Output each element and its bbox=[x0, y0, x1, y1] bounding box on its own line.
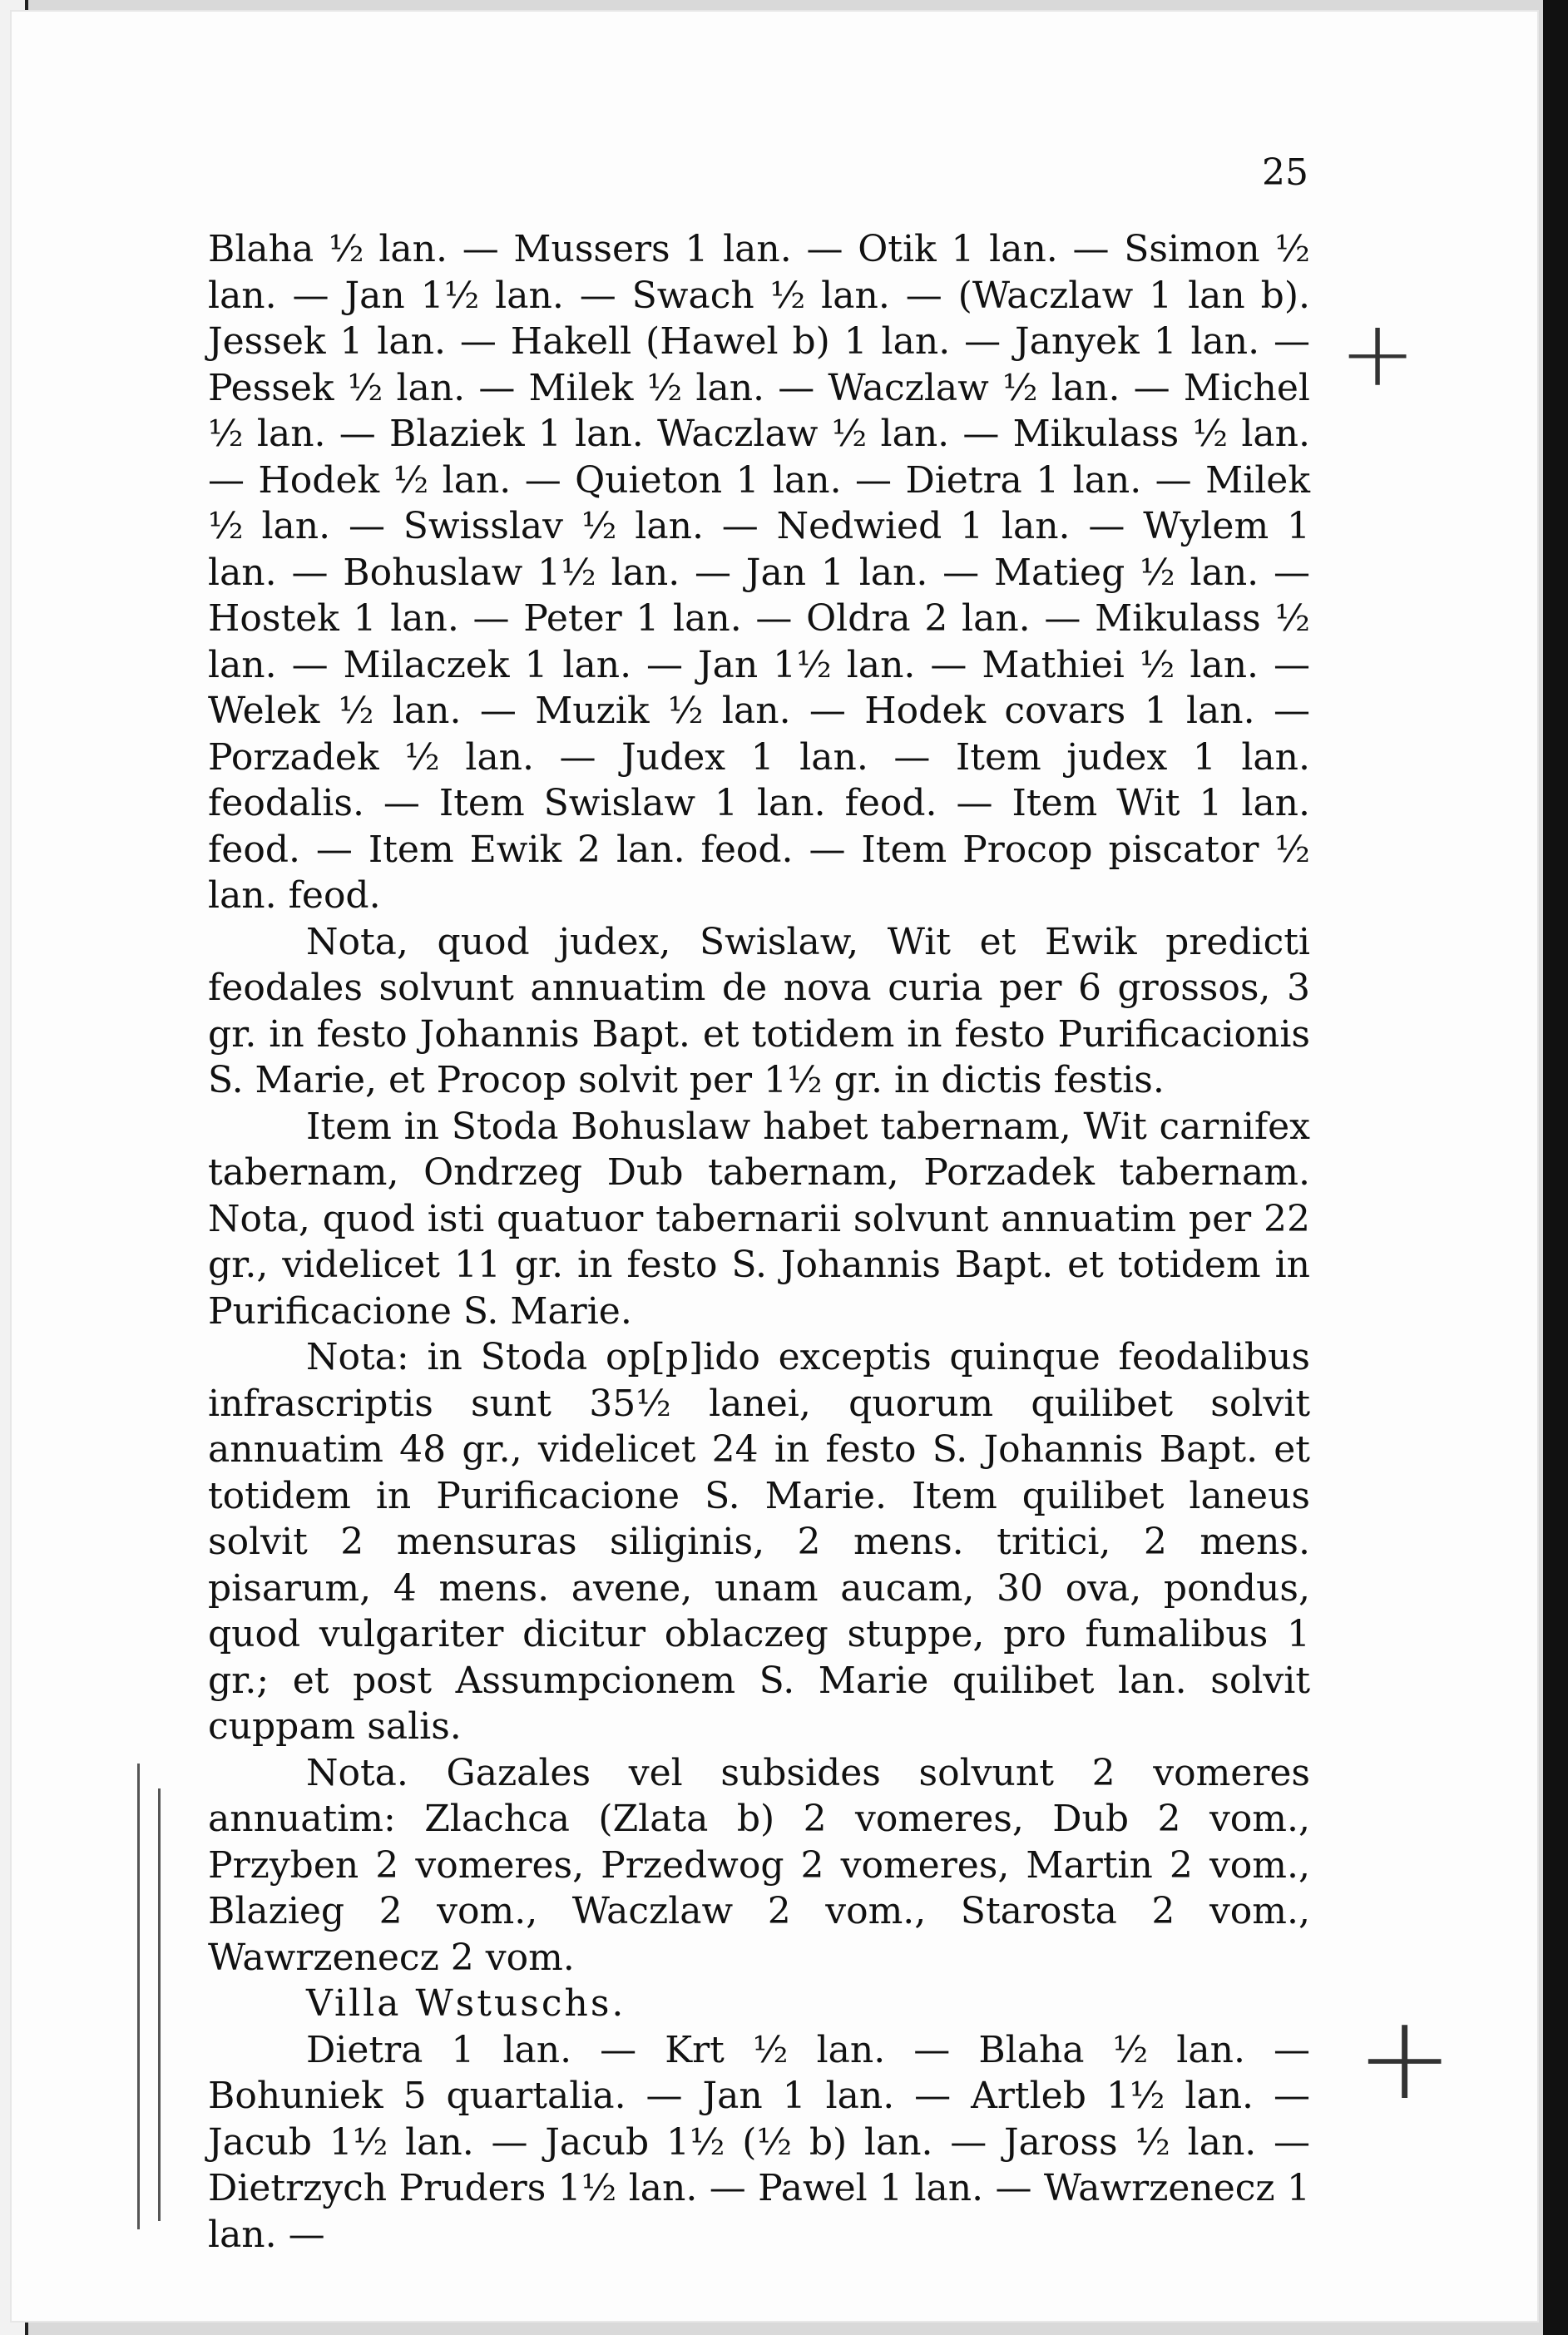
pencil-cross-mark: + bbox=[1356, 1991, 1454, 2126]
pencil-margin-line bbox=[137, 1764, 140, 2229]
pencil-margin-line bbox=[158, 1788, 161, 2221]
paragraph-4: Nota: in Stoda op[p]ido exceptis quinque feodalibus infrascriptis sunt 35½ lanei, quorum quilibet solvit annuatim 48 gr., videlicet 24 in festo S. Johannis Bapt. et totidem in Purificacione S. Marie. Item quilibet laneus solvit 2 mensuras siliginis, 2 mens. tritici, 2 mens. pisarum, 4 mens. avene, unam aucam, 30 ova, pondus, quod vulgariter dicitur oblaczeg stuppe, pro fumalibus 1 gr.; et post Assumpcionem S. Marie quilibet lan. solvit cuppam salis. bbox=[208, 1336, 1310, 1748]
paragraph-5: Nota. Gazales vel subsides solvunt 2 vomeres annuatim: Zlachca (Zlata b) 2 vomeres, Dub 2 vom., Przyben 2 vomeres, Przedwog 2 vomeres, Martin 2 vom., Blazieg 2 vom., Waczlaw 2 vom., Starosta 2 vom., Wawrzenecz 2 vom. bbox=[208, 1751, 1310, 1979]
page-number: 25 bbox=[1262, 151, 1308, 194]
paragraph-3: Item in Stoda Bohuslaw habet tabernam, Wit carnifex tabernam, Ondrzeg Dub tabernam, Porzadek tabernam. Nota, quod isti quatuor tabernarii solvunt annuatim per 22 gr., videlicet 11 gr. in festo S. Johannis Bapt. et totidem in Purificacione S. Marie. bbox=[208, 1105, 1310, 1333]
paragraph-2: Nota, quod judex, Swislaw, Wit et Ewik predicti feodales solvunt annuatim de nova curia per 6 grossos, 3 gr. in festo Johannis Bapt. et totidem in festo Purificacionis S. Marie, et Procop solvit per 1½ gr. in dictis festis. bbox=[208, 920, 1310, 1101]
pencil-cross-mark: + bbox=[1339, 300, 1417, 407]
paragraph-7: Dietra 1 lan. — Krt ½ lan. — Blaha ½ lan. — Bohuniek 5 quartalia. — Jan 1 lan. — Artleb 1½ lan. — Jacub 1½ lan. — Jacub 1½ (½ b) lan. — Jaross ½ lan. — Dietrzych Pruders 1½ lan. — Pawel 1 lan. — Wawrzenecz 1 lan. — bbox=[208, 2028, 1310, 2256]
section-heading-villa: Villa Wstuschs. bbox=[306, 1982, 626, 2025]
page-text bbox=[208, 226, 1310, 2258]
paragraph-1: Blaha ½ lan. — Mussers 1 lan. — Otik 1 lan. — Ssimon ½ lan. — Jan 1½ lan. — Swach ½ lan. — (Waczlaw 1 lan b). Jessek 1 lan. — Hakell (Hawel b) 1 lan. — Janyek 1 lan. — Pessek ½ lan. — Milek ½ lan. — Waczlaw ½ lan. — Michel ½ lan. — Blaziek 1 lan. Waczlaw ½ lan. — Mikulass ½ lan. — Hodek ½ lan. — Quieton 1 lan. — Dietra 1 lan. — Milek ½ lan. — Swisslav ½ lan. — Nedwied 1 lan. — Wylem 1 lan. — Bohuslaw 1½ lan. — Jan 1 lan. — Matieg ½ lan. — Hostek 1 lan. — Peter 1 lan. — Oldra 2 lan. — Mikulass ½ lan. — Milaczek 1 lan. — Jan 1½ lan. — Mathiei ½ lan. — Welek ½ lan. — Muzik ½ lan. — Hodek covars 1 lan. — Porzadek ½ lan. — Judex 1 lan. — Item judex 1 lan. feodalis. — Item Swislaw 1 lan. feod. — Item Wit 1 lan. feod. — Item Ewik 2 lan. feod. — Item Procop piscator ½ lan. feod. bbox=[208, 228, 1310, 917]
page-edge-shadow bbox=[1543, 0, 1568, 2335]
